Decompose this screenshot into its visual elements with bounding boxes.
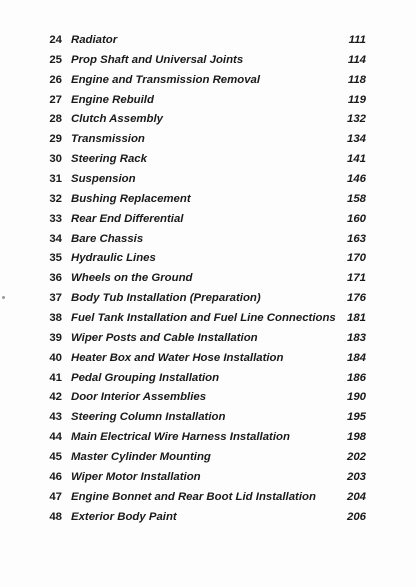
chapter-number: 25	[49, 53, 62, 66]
page-number: 132	[346, 113, 366, 126]
chapter-number: 37	[49, 292, 62, 305]
chapter-number: 30	[49, 153, 62, 166]
chapter-title: Suspension	[71, 173, 136, 186]
chapter-title: Exterior Body Paint	[71, 510, 177, 523]
chapter-title: Hydraulic Lines	[71, 252, 156, 265]
page-number: 158	[346, 192, 366, 205]
chapter-title: Prop Shaft and Universal Joints	[71, 53, 244, 66]
toc-entry	[0, 329, 416, 349]
page-number: 146	[346, 173, 366, 186]
toc-entry	[0, 110, 416, 130]
chapter-title: Engine Rebuild	[71, 93, 154, 106]
page-number: 176	[346, 292, 366, 305]
chapter-number: 38	[49, 312, 62, 325]
chapter-number: 46	[49, 470, 62, 483]
page-number: 111	[348, 34, 366, 46]
toc-entry	[0, 388, 416, 408]
page-number: 184	[346, 351, 366, 364]
page-number: 183	[346, 331, 366, 344]
toc-entry	[0, 130, 416, 150]
toc-entry	[0, 488, 416, 508]
chapter-title: Steering Column Installation	[71, 411, 226, 424]
page-number: 206	[346, 510, 366, 523]
chapter-title: Engine and Transmission Removal	[71, 73, 261, 86]
chapter-number: 40	[49, 351, 62, 364]
chapter-number: 33	[49, 212, 62, 225]
toc-entry	[0, 349, 416, 369]
toc-entry	[0, 170, 416, 190]
toc-entry	[0, 408, 416, 428]
page-number: 195	[346, 411, 366, 424]
chapter-title: Transmission	[71, 133, 145, 146]
toc-entry	[0, 508, 416, 528]
chapter-title: Pedal Grouping Installation	[71, 371, 220, 384]
page-number: 186	[346, 371, 366, 384]
toc-entry	[0, 190, 416, 210]
chapter-number: 41	[49, 371, 62, 384]
chapter-title: Master Cylinder Mounting	[71, 451, 211, 464]
toc-entry	[0, 71, 416, 91]
toc-entry	[0, 289, 416, 309]
page-number: 181	[346, 312, 366, 325]
chapter-title: Wiper Motor Installation	[71, 470, 201, 483]
chapter-number: 28	[49, 113, 62, 126]
chapter-number: 36	[49, 272, 62, 285]
chapter-number: 29	[49, 133, 62, 146]
page-number: 202	[346, 451, 366, 464]
chapter-title: Clutch Assembly	[71, 113, 163, 126]
chapter-number: 44	[49, 431, 62, 444]
table-of-contents	[0, 31, 416, 527]
toc-entry	[0, 91, 416, 111]
chapter-number: 42	[49, 391, 62, 404]
toc-entry	[0, 309, 416, 329]
toc-entry	[0, 31, 416, 51]
page-number: 163	[346, 232, 366, 245]
chapter-title: Body Tub Installation (Preparation)	[71, 292, 261, 305]
page-number: 114	[347, 53, 366, 66]
page-number: 119	[347, 93, 366, 106]
toc-entry	[0, 51, 416, 71]
toc-entry	[0, 448, 416, 468]
chapter-title: Steering Rack	[71, 153, 147, 166]
toc-entry	[0, 428, 416, 448]
chapter-number: 31	[49, 173, 62, 186]
page-number: 198	[346, 431, 366, 444]
page-number: 134	[346, 133, 366, 146]
chapter-title: Engine Bonnet and Rear Boot Lid Installation	[71, 490, 316, 503]
chapter-title: Door Interior Assemblies	[71, 391, 207, 404]
chapter-title: Rear End Differential	[71, 212, 184, 225]
toc-entry	[0, 468, 416, 488]
chapter-number: 39	[49, 331, 62, 344]
chapter-number: 26	[49, 73, 62, 86]
chapter-number: 24	[49, 34, 62, 46]
toc-entry	[0, 150, 416, 170]
page-number: 204	[346, 490, 366, 503]
page-number: 141	[346, 153, 366, 166]
chapter-number: 27	[49, 93, 62, 106]
chapter-title: Heater Box and Water Hose Installation	[71, 351, 284, 364]
page-number: 118	[347, 73, 366, 86]
page-number: 171	[346, 272, 366, 285]
page-number: 170	[346, 252, 366, 265]
chapter-title: Fuel Tank Installation and Fuel Line Connections	[71, 312, 336, 325]
chapter-title: Wiper Posts and Cable Installation	[71, 331, 258, 344]
page-number: 190	[346, 391, 366, 404]
chapter-number: 32	[49, 192, 62, 205]
chapter-title: Bare Chassis	[71, 232, 144, 245]
chapter-number: 43	[49, 411, 62, 424]
chapter-title: Main Electrical Wire Harness Installation	[71, 431, 290, 444]
chapter-number: 47	[49, 490, 62, 503]
chapter-number: 48	[49, 510, 62, 523]
page-number: 203	[346, 470, 366, 483]
toc-entry	[0, 369, 416, 389]
page-number: 160	[346, 212, 366, 225]
chapter-number: 35	[49, 252, 62, 265]
toc-entry	[0, 210, 416, 230]
toc-entry	[0, 269, 416, 289]
toc-entry	[0, 230, 416, 250]
chapter-title: Radiator	[71, 34, 118, 46]
chapter-title: Wheels on the Ground	[71, 272, 193, 285]
chapter-number: 34	[49, 232, 62, 245]
chapter-number: 45	[49, 451, 62, 464]
chapter-title: Bushing Replacement	[71, 192, 191, 205]
toc-entry	[0, 249, 416, 269]
